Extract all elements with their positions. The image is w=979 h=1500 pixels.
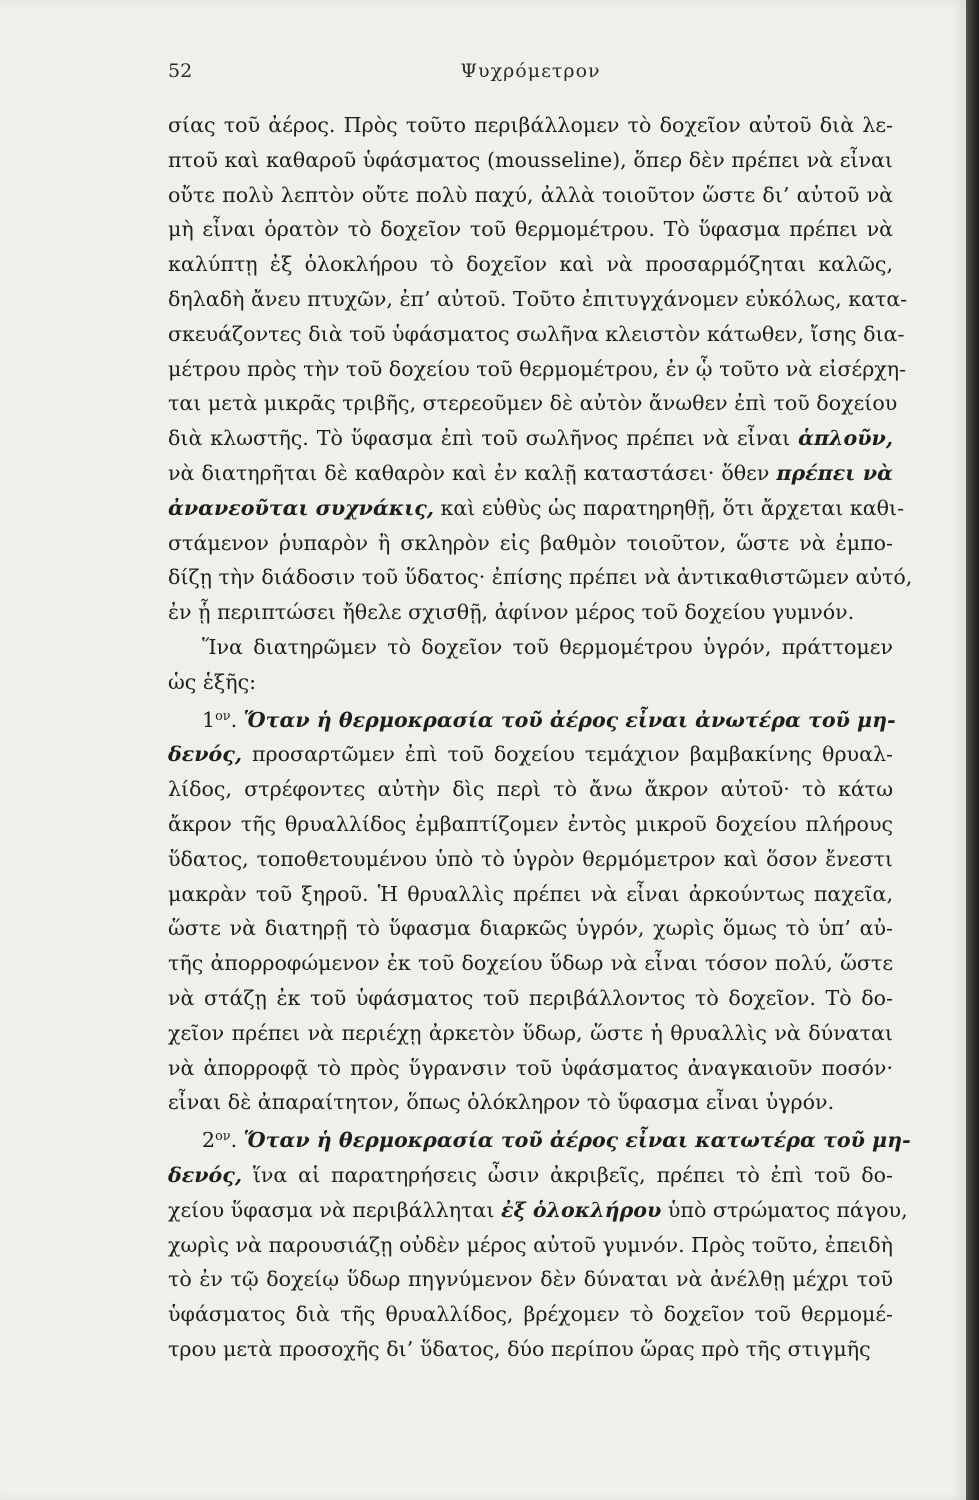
text-segment: χεῖον πρέπει νὰ περιέχῃ ἀρκετὸν ὕδωρ, ὥστε ἡ θρυαλλὶς νὰ δύναται <box>168 1020 893 1045</box>
text-line <box>168 247 893 282</box>
text-line <box>168 700 896 738</box>
text-line <box>168 1332 893 1367</box>
text-segment: τρου μετὰ προσοχῆς δι’ ὕδατος, δύο περίπου ὥρας πρὸ τῆς στιγμῆς <box>168 1336 871 1361</box>
text-line <box>168 1016 893 1051</box>
text-line <box>168 630 893 665</box>
text-line <box>168 143 893 178</box>
text-segment: ὑπὸ στρώματος πάγου, <box>661 1197 908 1222</box>
text-line <box>168 386 898 421</box>
text-segment: ἐν ᾗ περιπτώσει ἤθελε σχισθῇ, ἀφίνον μέρος τοῦ δοχείου γυμνόν. <box>168 600 855 625</box>
text-line <box>168 665 893 700</box>
text-segment: διὰ κλωστῆς. Τὸ ὕφασμα ἐπὶ τοῦ σωλῆνος πρέπει νὰ εἶναι <box>168 426 799 451</box>
text-line <box>168 317 905 352</box>
text-segment: ὡς ἑξῆς: <box>168 669 257 694</box>
text-segment: νὰ διατηρῆται δὲ καθαρὸν καὶ ἐν καλῇ καταστάσει· ὅθεν <box>168 460 777 485</box>
text-segment: ὕδατος, τοποθετουμένου ὑπὸ τὸ ὑγρὸν θερμόμετρον καὶ ὅσον ἔνεστι <box>168 846 893 871</box>
text-line <box>168 807 893 842</box>
text-line <box>168 981 893 1016</box>
text-line <box>168 1120 911 1158</box>
text-line <box>168 595 893 630</box>
emphasized-text: ἁπλοῦν, <box>798 426 893 451</box>
text-segment: ὑφάσματος διὰ τῆς θρυαλλίδος, βρέχομεν τὸ δοχεῖον τοῦ θερμομέ- <box>168 1302 893 1327</box>
text-segment: πτοῦ καὶ καθαροῦ ὑφάσματος (mousseline), ὅπερ δὲν πρέπει νὰ εἶναι <box>168 147 893 172</box>
text-segment: . <box>230 707 244 732</box>
text-line <box>168 1297 893 1332</box>
emphasized-text: Ὅταν ἡ θερμοκρασία τοῦ ἀέρος εἶναι ἀνωτέρα τοῦ μη- <box>243 707 896 732</box>
text-line <box>168 1085 893 1120</box>
text-segment: καλύπτῃ ἐξ ὁλοκλήρου τὸ δοχεῖον καὶ νὰ προσαρμόζηται καλῶς, <box>168 252 893 277</box>
text-segment: ται μετὰ μικρᾶς τριβῆς, στερεοῦμεν δὲ αὐτὸν ἄνωθεν ἐπὶ τοῦ δοχείου <box>168 391 898 416</box>
ordinal-suffix: ον <box>215 708 231 724</box>
ordinal-suffix: ον <box>215 1129 231 1145</box>
text-line <box>168 772 893 807</box>
text-segment: τῆς ἀπορροφώμενον ἐκ τοῦ δοχείου ὕδωρ νὰ εἶναι τόσον πολύ, ὥστε <box>168 951 893 976</box>
text-segment: τὸ ἐν τῷ δοχείῳ ὕδωρ πηγνύμενον δὲν δύναται νὰ ἀνέλθῃ μέχρι τοῦ <box>168 1267 893 1292</box>
text-line <box>168 737 893 772</box>
text-line <box>168 491 905 526</box>
text-line <box>168 560 913 595</box>
emphasized-text: πρέπει νὰ <box>776 460 894 485</box>
text-segment: ὥστε νὰ διατηρῇ τὸ ὕφασμα διαρκῶς ὑγρόν, χωρὶς ὅμως τὸ ὑπ’ αὐ- <box>168 916 893 941</box>
running-title: Ψυχρόμετρον <box>460 60 601 82</box>
text-segment: 2 <box>202 1128 216 1153</box>
text-segment: μέτρου πρὸς τὴν τοῦ δοχείου τοῦ θερμομέτρου, ἐν ᾧ τοῦτο νὰ εἰσέρχη- <box>168 356 907 381</box>
text-segment: χείου ὕφασμα νὰ περιβάλληται <box>168 1197 501 1222</box>
text-segment: σκευάζοντες διὰ τοῦ ὑφάσματος σωλῆνα κλειστὸν κάτωθεν, ἴσης δια- <box>168 321 905 346</box>
emphasized-text: δενός, <box>168 742 242 767</box>
text-line <box>168 946 893 981</box>
text-segment: στάμενον ῥυπαρὸν ἢ σκληρὸν εἰς βαθμὸν τοιοῦτον, ὥστε νὰ ἐμπο- <box>168 530 893 555</box>
text-segment: ἄκρον τῆς θρυαλλίδος ἐμβαπτίζομεν ἐντὸς μικροῦ δοχείου πλήρους <box>168 811 893 836</box>
text-line <box>168 911 893 946</box>
emphasized-text: ἐξ ὁλοκλήρου <box>500 1197 662 1222</box>
text-line <box>168 1193 908 1228</box>
text-segment: νὰ στάζῃ ἐκ τοῦ ὑφάσματος τοῦ περιβάλλοντος τὸ δοχεῖον. Τὸ δο- <box>168 985 893 1010</box>
text-line <box>168 842 893 877</box>
text-line <box>168 352 907 387</box>
text-line <box>168 1158 893 1193</box>
text-segment: προσαρτῶμεν ἐπὶ τοῦ δοχείου τεμάχιον βαμβακίνης θρυαλ- <box>242 742 893 767</box>
text-segment: λίδος, στρέφοντες αὐτὴν δὶς περὶ τὸ ἄνω ἄκρον αὐτοῦ· τὸ κάτω <box>168 777 893 802</box>
text-line <box>168 1228 893 1263</box>
text-segment: ἵνα αἱ παρατηρήσεις ὦσιν ἀκριβεῖς, πρέπει τὸ ἐπὶ τοῦ δο- <box>242 1162 893 1187</box>
text-line <box>168 1262 893 1297</box>
text-segment: Ἵνα διατηρῶμεν τὸ δοχεῖον τοῦ θερμομέτρου ὑγρόν, πράττομεν <box>202 634 893 659</box>
page-header <box>168 60 893 90</box>
text-segment: δίζῃ τὴν διάδοσιν τοῦ ὕδατος· ἐπίσης πρέπει νὰ ἀντικαθιστῶμεν αὐτό, <box>168 565 913 590</box>
text-segment: δηλαδὴ ἄνευ πτυχῶν, ἐπ’ αὐτοῦ. Τοῦτο ἐπιτυγχάνομεν εὐκόλως, κατα- <box>168 286 908 311</box>
text-line <box>168 282 908 317</box>
text-line <box>168 108 893 143</box>
text-line <box>168 877 893 912</box>
text-line <box>168 456 893 491</box>
emphasized-text: Ὅταν ἡ θερμοκρασία τοῦ ἀέρος εἶναι κατωτέρα τοῦ μη- <box>243 1128 911 1153</box>
text-segment: μακρὰν τοῦ ξηροῦ. Ἡ θρυαλλὶς πρέπει νὰ εἶναι ἀρκούντως παχεῖα, <box>168 881 893 906</box>
text-segment: . <box>230 1128 244 1153</box>
text-segment: εἶναι δὲ ἀπαραίτητον, ὅπως ὁλόκληρον τὸ ὕφασμα εἶναι ὑγρόν. <box>168 1090 835 1115</box>
text-segment: καὶ εὐθὺς ὡς παρατηρηθῇ, ὅτι ἄρχεται καθι- <box>433 495 905 520</box>
text-segment: νὰ ἀπορροφᾷ τὸ πρὸς ὕγρανσιν τοῦ ὑφάσματος ἀναγκαιοῦν ποσόν· <box>168 1055 893 1080</box>
text-segment: σίας τοῦ ἀέρος. Πρὸς τοῦτο περιβάλλομεν τὸ δοχεῖον αὐτοῦ διὰ λε- <box>168 113 893 137</box>
text-segment: μὴ εἶναι ὁρατὸν τὸ δοχεῖον τοῦ θερμομέτρου. Τὸ ὕφασμα πρέπει νὰ <box>168 217 893 242</box>
emphasized-text: δενός, <box>168 1162 242 1187</box>
text-line <box>168 526 893 561</box>
text-segment: οὔτε πολὺ λεπτὸν οὔτε πολὺ παχύ, ἀλλὰ τοιοῦτον ὥστε δι’ αὐτοῦ νὰ <box>168 182 893 207</box>
text-line <box>168 212 893 247</box>
text-segment: 1 <box>202 707 216 732</box>
emphasized-text: ἀνανεοῦται συχνάκις, <box>168 495 434 520</box>
page-number: 52 <box>168 60 193 82</box>
scan-edge-shadow <box>966 0 979 1500</box>
text-segment: χωρὶς νὰ παρουσιάζῃ οὐδὲν μέρος αὐτοῦ γυμνόν. Πρὸς τοῦτο, ἐπειδὴ <box>168 1232 893 1257</box>
body-text <box>168 108 913 1367</box>
text-line <box>168 421 893 456</box>
text-line <box>168 1051 893 1086</box>
text-line <box>168 178 893 213</box>
